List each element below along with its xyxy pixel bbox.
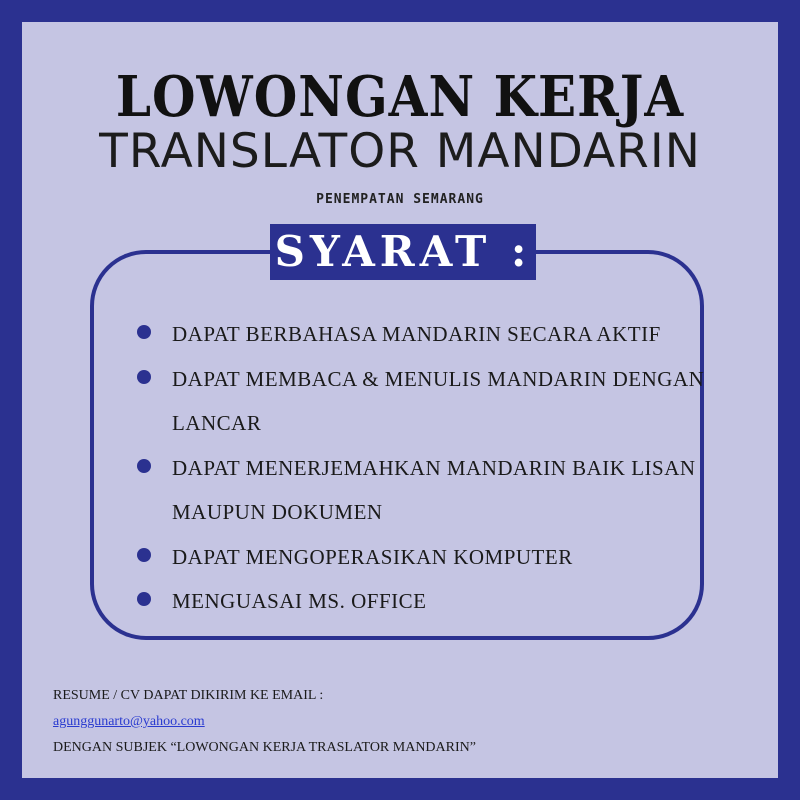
requirement-item [134,312,714,357]
requirement-text: MENGUASAI MS. OFFICE [172,589,427,613]
contact-info [53,687,753,765]
bullet-icon [137,370,151,384]
bullet-icon [137,592,151,606]
requirement-text: DAPAT BERBAHASA MANDARIN SECARA AKTIF [172,322,661,346]
requirement-item [134,446,714,535]
poster-title: LOWONGAN KERJA [115,63,685,130]
bullet-icon [137,548,151,562]
job-title: TRANSLATOR MANDARIN [99,124,701,179]
requirement-text: DAPAT MENGOPERASIKAN KOMPUTER [172,544,573,569]
requirement-text: DAPAT MENERJEMAHKAN MANDARIN BAIK LISAN MAUPUN DOKUMEN [172,455,696,524]
requirements-list [134,312,714,624]
placement-text: PENEMPATAN SEMARANG [316,192,484,207]
poster [22,22,778,778]
requirement-text: DAPAT MEMBACA & MENULIS MANDARIN DENGAN LANCAR [172,366,705,435]
bullet-icon [137,459,151,473]
email-subject-note: DENGAN SUBJEK “LOWONGAN KERJA TRASLATOR MANDARIN” [53,740,476,755]
email-link[interactable]: agunggunarto@yahoo.com [53,714,205,729]
requirement-item [134,535,714,580]
bullet-icon [137,325,151,339]
requirement-item [134,357,714,446]
requirement-item [134,579,714,624]
requirements-heading: SYARAT : [270,224,536,280]
contact-instruction: RESUME / CV DAPAT DIKIRIM KE EMAIL : [53,688,324,703]
